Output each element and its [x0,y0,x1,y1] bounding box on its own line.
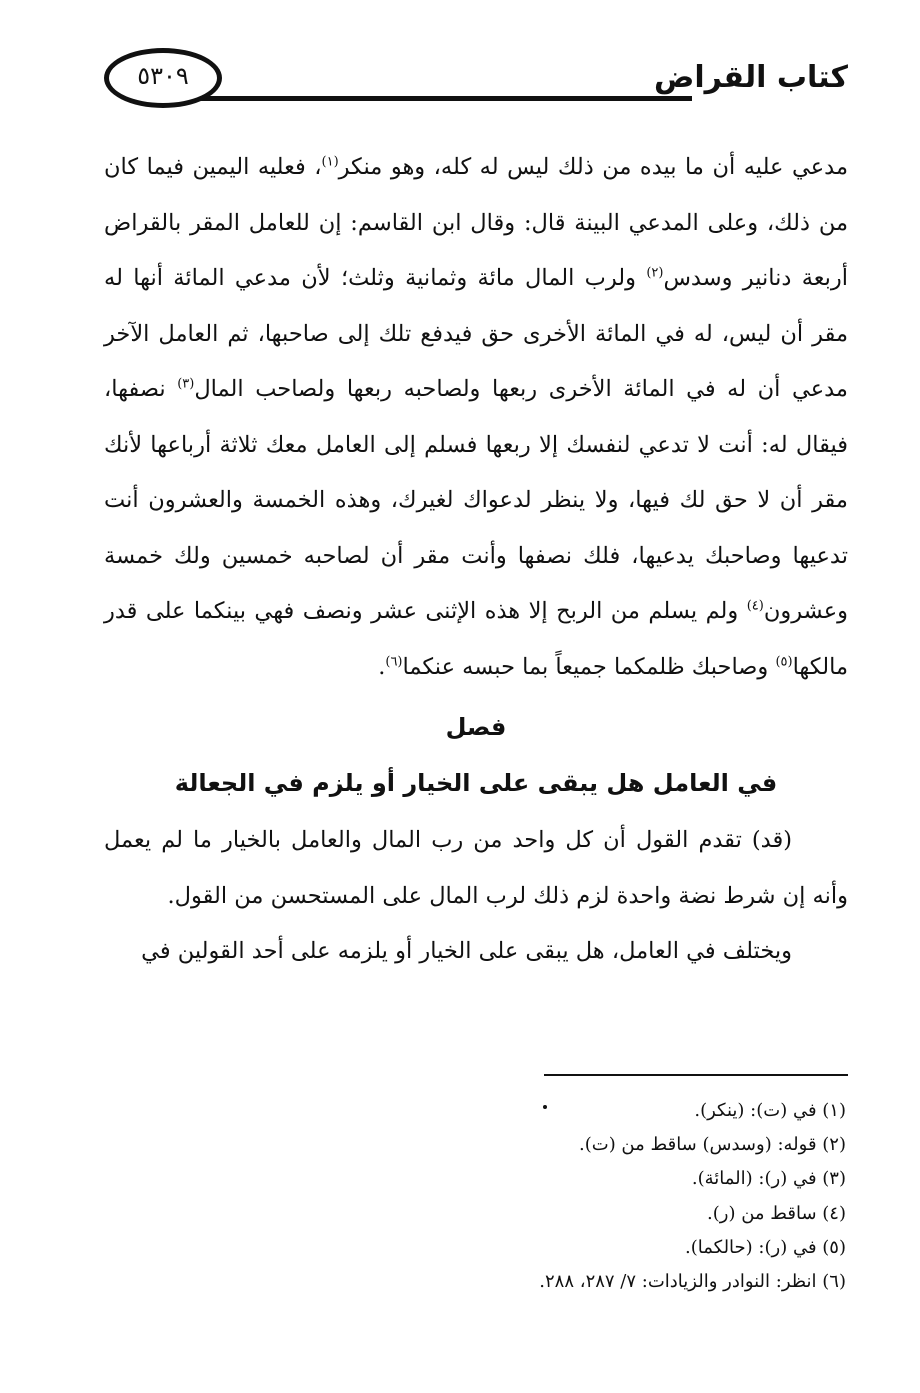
footnote-ref: (٣) [177,376,195,392]
text-segment: ولرب المال مائة وثمانية وثلث؛ لأن مدعي المائة أنها له مقر أن ليس، له في المائة الأخرى حق فيدفع تلك إلى صاحبها، ثم العامل الآخر مدعي أن له في المائة الأخرى ربعها ولصاحبه ربعها ولصاحب المال [104,265,848,402]
footnotes [539,1094,846,1299]
footnote-ref: (٥) [775,654,793,669]
section-title: في العامل هل يبقى على الخيار أو يلزم في الجعالة [174,769,778,797]
section-heading: فصل [445,713,507,741]
footnote-ref: (٢) [646,265,664,281]
footnote-ref: (٤) [746,598,764,614]
footnote: (٥) في (ر): (حالكما). [685,1236,846,1258]
page-number: ٥٣٠٩ [137,62,189,90]
page-header [100,44,852,112]
text-segment: ، فعليه اليمين فيما كان من ذلك، وعلى المدعي البينة قال: وقال ابن القاسم: إن للعامل المقر بالقراض أربعة دنانير وسدس [104,154,848,291]
paragraph-1 [104,140,848,695]
text-segment: وصاحبك ظلمكما جميعاً بما حبسه عنكما [402,653,776,680]
footnote-separator [544,1074,848,1076]
footnote: (٤) ساقط من (ر). [707,1202,846,1224]
footnote: (٢) قوله: (وسدس) ساقط من (ت). [579,1134,846,1156]
paragraph-2: (قد) تقدم القول أن كل واحد من رب المال والعامل بالخيار ما لم يعمل وأنه إن شرط نضة واحدة لزم ذلك لرب المال على المستحسن من القول. [104,827,848,909]
paragraph-3: ويختلف في العامل، هل يبقى على الخيار أو يلزمه على أحد القولين في [141,938,792,964]
text-segment: نصفها، فيقال له: أنت لا تدعي لنفسك إلا ربعها فسلم إلى العامل معك ثلاثة أرباعها لأنك مقر أن لا حق لك فيها، ولا ينظر لدعواك لغيرك، وهذه الخمسة والعشرون أنت تدعيها وصاحبك يدعيها، فلك نصفها وأنت مقر أن لصاحبه خمسين ولك خمسة وعشرون [104,376,848,624]
header-rule [200,96,692,101]
footnote: (٣) في (ر): (المائة). [691,1168,846,1190]
footnote-ref: (١) [321,154,339,170]
text-segment: . [378,653,386,680]
text-segment: مدعي عليه أن ما بيده من ذلك ليس له كله، وهو منكر [338,154,849,180]
page-body [104,140,848,980]
footnote: (١) في (ت): (ينكر). [694,1100,846,1121]
page-number-oval [104,48,222,108]
footnote-ref: (٦) [385,654,403,669]
footnote: (٦) انظر: النوادر والزيادات: ٧/ ٢٨٧، ٢٨٨. [539,1271,846,1293]
book-title: كتاب القراض [654,60,848,95]
text-segment: ولم يسلم من الربح إلا هذه الإثنى عشر ونصف فهي بينكما على قدر مالكها [104,598,848,680]
